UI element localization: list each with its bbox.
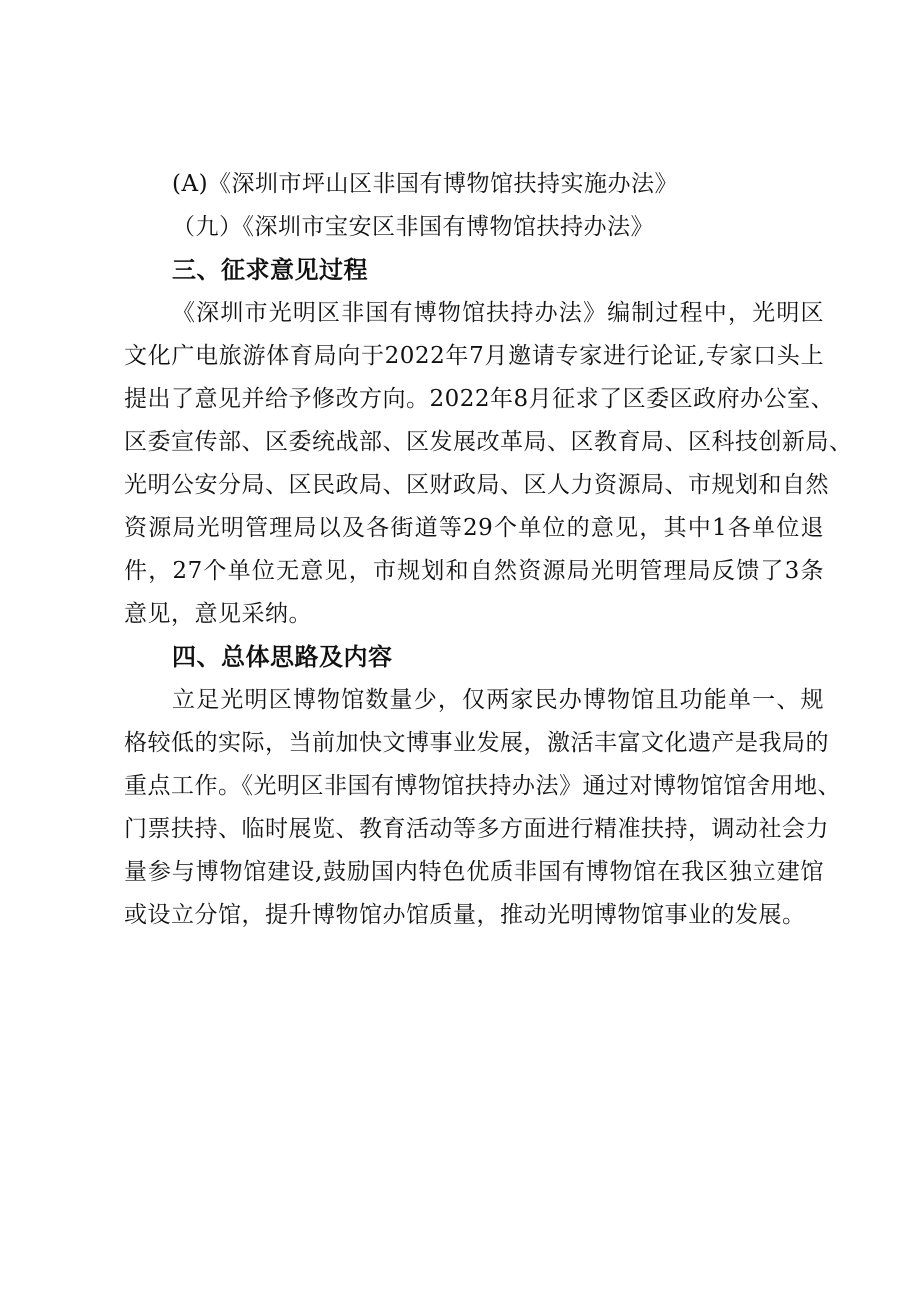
section-heading-consultation: 三、征求意见过程 bbox=[172, 256, 368, 284]
paragraph-line: 《深圳市光明区非国有博物馆扶持办法》编制过程中，光明区 bbox=[172, 300, 824, 326]
paragraph-line: 门票扶持、临时展览、教育活动等多方面进行精准扶持，调动社会力 bbox=[124, 816, 829, 842]
paragraph-line: 件，27个单位无意见，市规划和自然资源局光明管理局反馈了3条 bbox=[124, 558, 824, 584]
paragraph-line: 资源局光明管理局以及各街道等29个单位的意见，其中1各单位退 bbox=[124, 515, 824, 541]
paragraph-line: 立足光明区博物馆数量少，仅两家民办博物馆且功能单一、规 bbox=[172, 687, 824, 713]
paragraph-line: 区委宣传部、区委统战部、区发展改革局、区教育局、区科技创新局、 bbox=[124, 429, 853, 455]
paragraph-line: 文化广电旅游体育局向于2022年7月邀请专家进行论证,专家口头上 bbox=[124, 343, 824, 369]
list-item-a: (A)《深圳市坪山区非国有博物馆扶持实施办法》 bbox=[172, 171, 679, 197]
section-heading-approach: 四、总体思路及内容 bbox=[172, 643, 393, 671]
paragraph-line: 意见，意见采纳。 bbox=[124, 601, 312, 627]
paragraph-line: 格较低的实际，当前加快文博事业发展，激活丰富文化遗产是我局的 bbox=[124, 730, 829, 756]
paragraph-line: 光明公安分局、区民政局、区财政局、区人力资源局、市规划和自然 bbox=[124, 472, 829, 498]
list-item-nine: （九）《深圳市宝安区非国有博物馆扶持办法》 bbox=[172, 214, 654, 240]
paragraph-line: 重点工作。《光明区非国有博物馆扶持办法》通过对博物馆馆舍用地、 bbox=[124, 773, 841, 799]
paragraph-line: 或设立分馆，提升博物馆办馆质量，推动光明博物馆事业的发展。 bbox=[124, 902, 806, 928]
paragraph-line: 提出了意见并给予修改方向。2022年8月征求了区委区政府办公室、 bbox=[124, 386, 835, 412]
paragraph-line: 量参与博物馆建设,鼓励国内特色优质非国有博物馆在我区独立建馆 bbox=[124, 859, 824, 885]
